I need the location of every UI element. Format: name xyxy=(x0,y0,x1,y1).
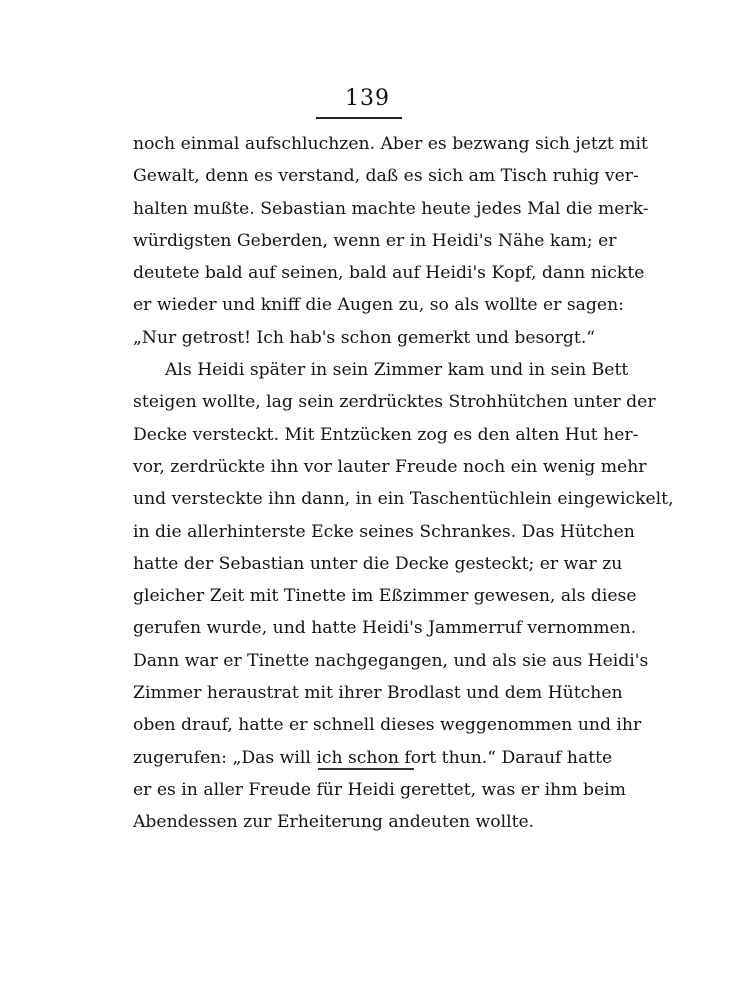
text-line: und versteckte ihn dann, in ein Taschentüchlein eingewickelt, xyxy=(133,489,674,510)
text-line: gleicher Zeit mit Tinette im Eßzimmer gewesen, als diese xyxy=(133,586,637,607)
text-line: Abendessen zur Erheiterung andeuten wollte. xyxy=(133,812,535,833)
body-text xyxy=(133,128,674,839)
page-number: 139 xyxy=(345,86,390,111)
text-line: Gewalt, denn es verstand, daß es sich am Tisch ruhig ver- xyxy=(133,166,639,187)
text-line: er wieder und kniff die Augen zu, so als wollte er sagen: xyxy=(133,295,624,316)
header-rule xyxy=(316,117,402,119)
text-line: in die allerhinterste Ecke seines Schrankes. Das Hütchen xyxy=(133,521,635,542)
text-line: würdigsten Geberden, wenn er in Heidi's Nähe kam; er xyxy=(133,230,617,251)
text-line: Decke versteckt. Mit Entzücken zog es den alten Hut her- xyxy=(133,424,639,445)
text-line: „Nur getrost! Ich hab's schon gemerkt und besorgt.“ xyxy=(133,327,596,348)
text-line: deutete bald auf seinen, bald auf Heidi's Kopf, dann nickte xyxy=(133,263,645,284)
text-line: hatte der Sebastian unter die Decke gesteckt; er war zu xyxy=(133,553,623,574)
end-of-section-rule xyxy=(318,768,414,770)
text-line: Dann war er Tinette nachgegangen, und als sie aus Heidi's xyxy=(133,650,649,671)
text-line: oben drauf, hatte er schnell dieses weggenommen und ihr xyxy=(133,715,642,736)
text-line: noch einmal aufschluchzen. Aber es bezwang sich jetzt mit xyxy=(133,134,648,154)
text-line: halten mußte. Sebastian machte heute jedes Mal die merk- xyxy=(133,198,649,219)
text-line: vor, zerdrückte ihn vor lauter Freude noch ein wenig mehr xyxy=(133,456,647,477)
text-line: gerufen wurde, und hatte Heidi's Jammerruf vernommen. xyxy=(133,618,637,639)
text-line: Als Heidi später in sein Zimmer kam und in sein Bett xyxy=(165,360,629,381)
text-line: zugerufen: „Das will ich schon fort thun.“ Darauf hatte xyxy=(133,747,613,768)
text-line: er es in aller Freude für Heidi gerettet, was er ihm beim xyxy=(133,779,626,800)
text-line: steigen wollte, lag sein zerdrücktes Strohhütchen unter der xyxy=(133,392,656,413)
text-line: Zimmer heraustrat mit ihrer Brodlast und dem Hütchen xyxy=(133,683,623,704)
